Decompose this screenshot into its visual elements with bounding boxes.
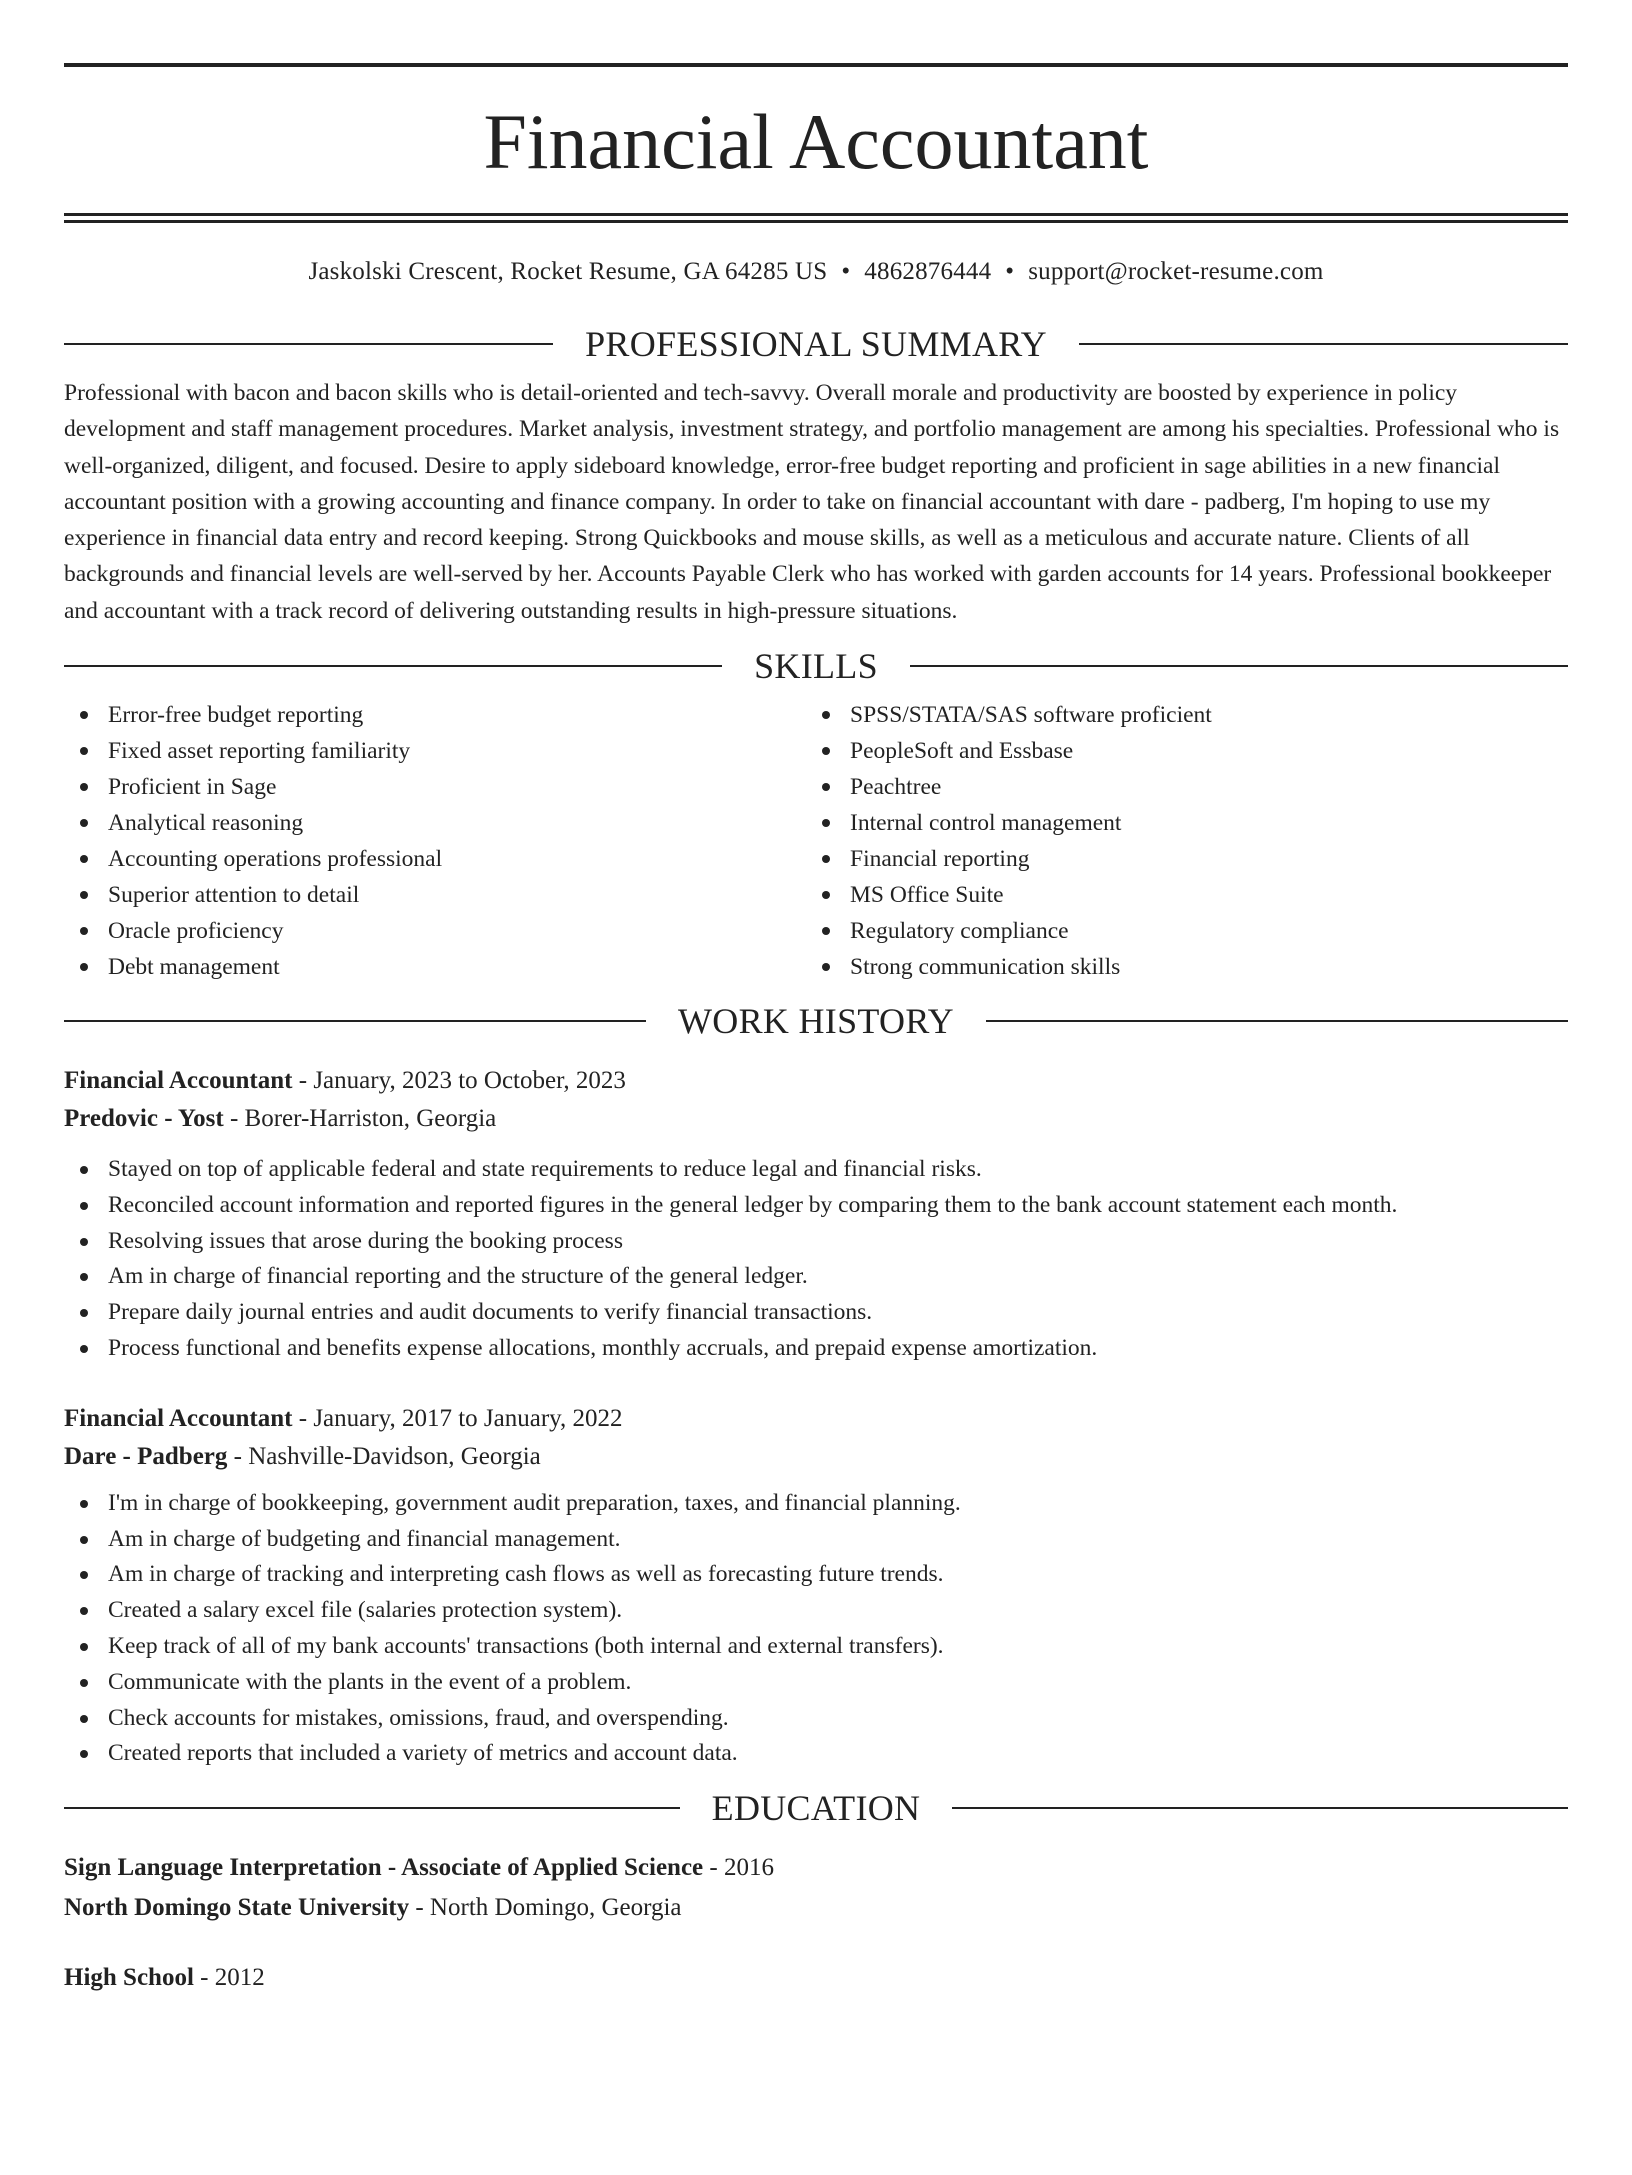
skill-item: Internal control management [806,805,1548,841]
education-degree-line [64,1848,1568,1888]
duty-item: Process functional and benefits expense allocations, monthly accruals, and prepaid expense amortization. [64,1331,1568,1367]
education-degree-line [64,1958,1568,1998]
skill-item: SPSS/STATA/SAS software proficient [806,697,1548,733]
duty-item: Resolving issues that arose during the booking process [64,1224,1568,1260]
duty-item: Check accounts for mistakes, omissions, fraud, and overspending. [64,1701,1568,1737]
contact-line [64,257,1568,287]
heading-rule-left [64,1020,646,1022]
job-title-line [64,1400,1568,1438]
education-year: - 2012 [193,1964,265,1992]
resume-page [0,63,1632,2175]
skill-item: Proficient in Sage [64,769,806,805]
duty-item: Keep track of all of my bank accounts' transactions (both internal and external transfers). [64,1629,1568,1665]
job-location: - Borer-Harriston, Georgia [223,1105,497,1133]
education-entry [64,1958,1568,1998]
skill-item: Financial reporting [806,841,1548,877]
heading-rule-left [64,1807,680,1809]
heading-rule-right [986,1020,1568,1022]
contact-phone: 4862876444 [864,258,992,285]
skills-heading [64,644,1568,688]
work-heading-label: WORK HISTORY [678,1001,954,1042]
job-dates: - January, 2023 to October, 2023 [292,1067,626,1095]
skill-item: Fixed asset reporting familiarity [64,733,806,769]
summary-text: Professional with bacon and bacon skills who is detail-oriented and tech-savvy. Overall morale and productivity are boosted by experience in policy development and staff management procedures. Market analysis, investment strategy, and portfolio management are among his specialties. Professional who is well-organized, diligent, and focused. Desire to apply sideboard knowledge, error-free budget reporting and proficient in sage abilities in a new financial accountant position with a growing accounting and finance company. In order to take on financial accountant with dare - padberg, I'm hoping to use my experience in financial data entry and record keeping. Strong Quickbooks and mouse skills, as well as a meticulous and accurate nature. Clients of all backgrounds and financial levels are well-served by her. Accounts Payable Clerk who has worked with garden accounts for 14 years. Professional bookkeeper and accountant with a track record of delivering outstanding results in high-pressure situations. [64,380,1560,624]
job-company-line [64,1100,1568,1138]
heading-rule-left [64,665,722,667]
duty-item: Am in charge of budgeting and financial management. [64,1522,1568,1558]
contact-email: support@rocket-resume.com [1028,258,1324,285]
job-title: Financial Accountant [64,1067,293,1095]
education-school-line [64,1888,1568,1928]
title-double-rule [64,213,1568,223]
duty-item: Communicate with the plants in the event of a problem. [64,1665,1568,1701]
education-degree: Sign Language Interpretation - Associate of Applied Science [64,1854,704,1882]
job-duties-list [64,1486,1568,1772]
job-entry [64,1062,1568,1367]
education-degree: High School [64,1964,194,1992]
duty-item: Prepare daily journal entries and audit documents to verify financial transactions. [64,1295,1568,1331]
job-location: - Nashville-Davidson, Georgia [227,1442,541,1470]
contact-separator: • [841,258,851,285]
education-school: North Domingo State University [64,1894,410,1922]
work-heading [64,999,1568,1043]
skill-item: Strong communication skills [806,949,1548,985]
skill-item: Analytical reasoning [64,805,806,841]
skills-list-left [64,697,806,985]
job-entry [64,1400,1568,1772]
duty-item: Am in charge of tracking and interpreting cash flows as well as forecasting future trends. [64,1557,1568,1593]
heading-rule-right [910,665,1568,667]
duty-item: Created a salary excel file (salaries protection system). [64,1593,1568,1629]
skill-item: Error-free budget reporting [64,697,806,733]
job-dates: - January, 2017 to January, 2022 [292,1404,623,1432]
skill-item: PeopleSoft and Essbase [806,733,1548,769]
education-year: - 2016 [703,1854,774,1882]
job-company: Predovic - Yost [64,1105,224,1133]
skill-item: Oracle proficiency [64,913,806,949]
skill-item: Superior attention to detail [64,877,806,913]
summary-heading [64,322,1568,366]
skill-item: Peachtree [806,769,1548,805]
job-duties-list [64,1152,1568,1367]
skill-item: Accounting operations professional [64,841,806,877]
contact-separator: • [1005,258,1015,285]
duty-item: Created reports that included a variety of metrics and account data. [64,1736,1568,1772]
duty-item: I'm in charge of bookkeeping, government audit preparation, taxes, and financial planning. [64,1486,1568,1522]
page-title: Financial Accountant [483,98,1149,185]
skills-heading-label: SKILLS [754,646,878,687]
contact-address: Jaskolski Crescent, Rocket Resume, GA 64285 US [308,258,828,285]
skill-item: Regulatory compliance [806,913,1548,949]
education-heading-label: EDUCATION [711,1788,921,1829]
education-location: - North Domingo, Georgia [409,1894,682,1922]
skills-list-right [806,697,1548,985]
duty-item: Reconciled account information and reported figures in the general ledger by comparing them to the bank account statement each month. [64,1188,1568,1224]
top-rule [64,63,1568,67]
summary-heading-label: PROFESSIONAL SUMMARY [585,324,1047,364]
education-entry [64,1848,1568,1928]
job-title: Financial Accountant [64,1404,293,1432]
skill-item: Debt management [64,949,806,985]
heading-rule-right [1079,343,1568,345]
education-heading [64,1786,1568,1830]
job-company-line [64,1438,1568,1476]
duty-item: Am in charge of financial reporting and the structure of the general ledger. [64,1259,1568,1295]
job-title-line [64,1062,1568,1100]
job-company: Dare - Padberg [64,1442,228,1470]
duty-item: Stayed on top of applicable federal and state requirements to reduce legal and financial risks. [64,1152,1568,1188]
skills-columns [64,697,1568,985]
heading-rule-left [64,343,553,345]
skill-item: MS Office Suite [806,877,1548,913]
heading-rule-right [952,1807,1568,1809]
